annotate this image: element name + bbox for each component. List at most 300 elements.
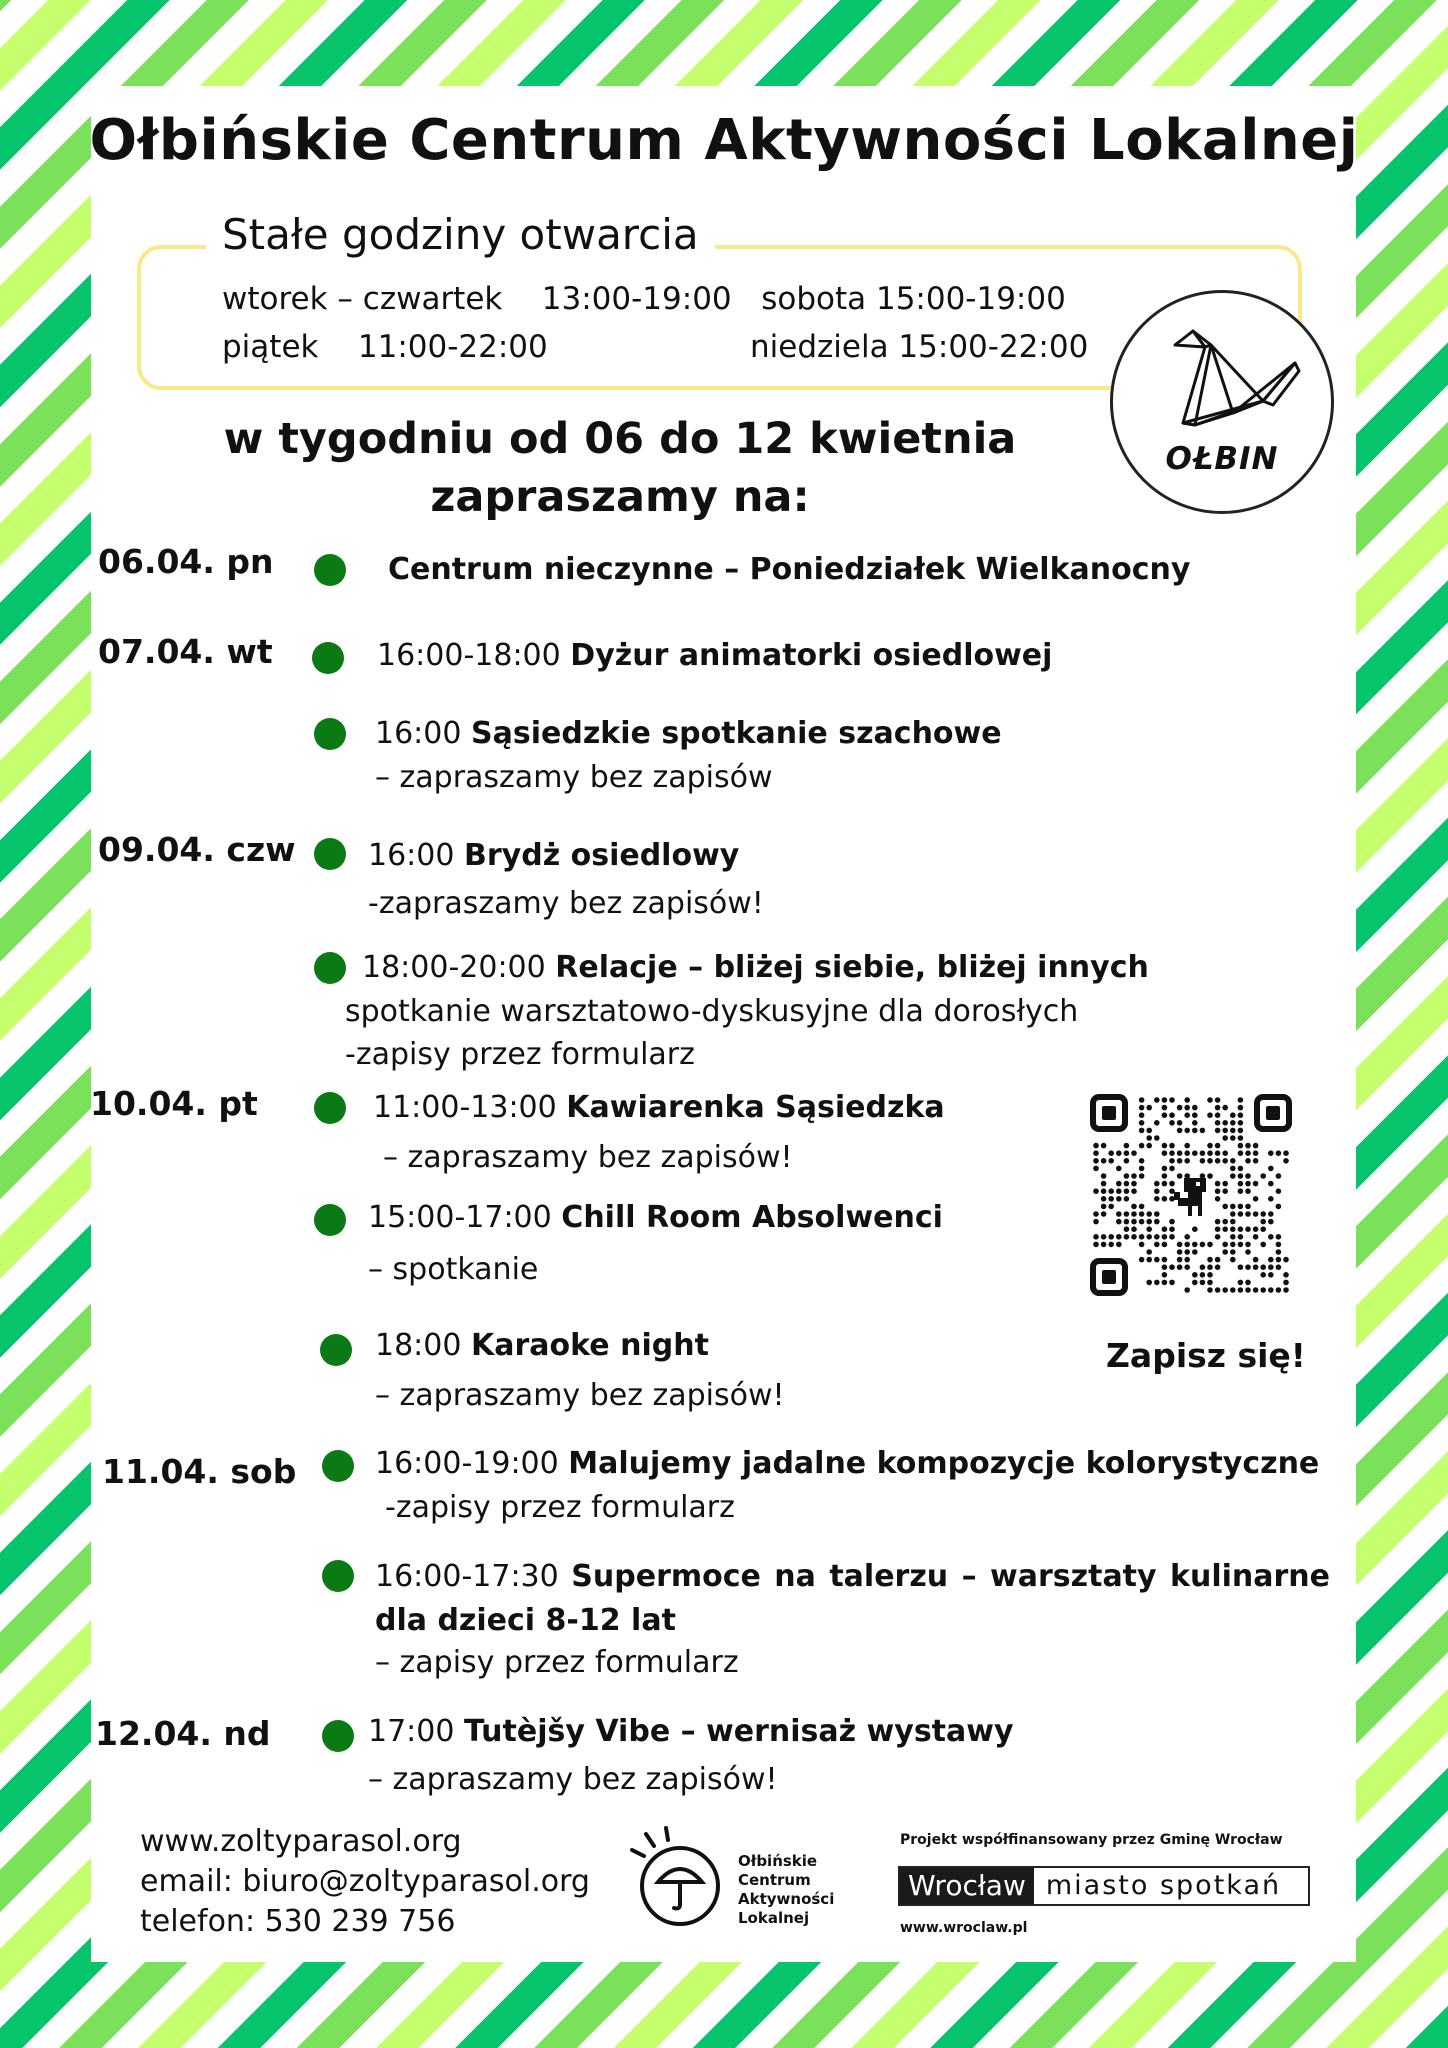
qr-module xyxy=(1222,1181,1228,1187)
qr-module xyxy=(1215,1234,1221,1240)
qr-module xyxy=(1093,1211,1099,1217)
qr-module xyxy=(1222,1204,1228,1210)
qr-module xyxy=(1108,1242,1114,1248)
qr-module xyxy=(1154,1120,1160,1126)
qr-module xyxy=(1169,1143,1175,1149)
qr-module xyxy=(1230,1211,1236,1217)
qr-module xyxy=(1268,1166,1274,1172)
qr-module xyxy=(1146,1211,1152,1217)
qr-module xyxy=(1268,1264,1274,1270)
event-sun-1-note: – zapraszamy bez zapisów! xyxy=(368,1762,778,1797)
qr-module xyxy=(1101,1181,1107,1187)
qr-module xyxy=(1169,1158,1175,1164)
qr-module xyxy=(1169,1150,1175,1156)
qr-module xyxy=(1192,1150,1198,1156)
qr-module xyxy=(1184,1234,1190,1240)
qr-module xyxy=(1108,1234,1114,1240)
opening-hours-line-2-right: niedziela 15:00-22:00 xyxy=(750,329,1089,365)
qr-module xyxy=(1276,1287,1282,1293)
qr-module xyxy=(1268,1150,1274,1156)
qr-module xyxy=(1184,1287,1190,1293)
qr-module xyxy=(1253,1181,1259,1187)
qr-module xyxy=(1146,1280,1152,1286)
event-fri-1-note: – zapraszamy bez zapisów! xyxy=(383,1140,793,1175)
qr-module xyxy=(1101,1143,1107,1149)
qr-module xyxy=(1154,1242,1160,1248)
qr-module xyxy=(1200,1242,1206,1248)
qr-module xyxy=(1283,1280,1289,1286)
qr-module xyxy=(1253,1196,1259,1202)
qr-module xyxy=(1101,1242,1107,1248)
qr-module xyxy=(1162,1264,1168,1270)
footer-website[interactable]: www.zoltyparasol.org xyxy=(140,1824,462,1859)
qr-module xyxy=(1146,1135,1152,1141)
qr-module xyxy=(1245,1173,1251,1179)
qr-module xyxy=(1184,1143,1190,1149)
qr-module xyxy=(1230,1173,1236,1179)
origami-swan-icon xyxy=(1113,293,1337,443)
qr-module xyxy=(1162,1173,1168,1179)
qr-module xyxy=(1131,1150,1137,1156)
qr-module xyxy=(1169,1196,1175,1202)
qr-module xyxy=(1162,1181,1168,1187)
qr-module xyxy=(1207,1143,1213,1149)
qr-module xyxy=(1276,1264,1282,1270)
opening-hours-line-2-left: piątek 11:00-22:00 xyxy=(222,329,548,365)
qr-module xyxy=(1276,1249,1282,1255)
qr-module xyxy=(1169,1226,1175,1232)
qr-module xyxy=(1192,1249,1198,1255)
qr-module xyxy=(1093,1234,1099,1240)
qr-module xyxy=(1200,1280,1206,1286)
qr-module xyxy=(1101,1234,1107,1240)
qr-module xyxy=(1222,1158,1228,1164)
qr-module xyxy=(1253,1226,1259,1232)
qr-module xyxy=(1238,1128,1244,1134)
qr-module xyxy=(1238,1287,1244,1293)
qr-module xyxy=(1238,1242,1244,1248)
qr-module xyxy=(1162,1280,1168,1286)
qr-module xyxy=(1222,1120,1228,1126)
qr-module xyxy=(1093,1188,1099,1194)
qr-module xyxy=(1177,1150,1183,1156)
event-thu-2-note-1: spotkanie warsztatowo-dyskusyjne dla dorosłych xyxy=(345,994,1079,1029)
qr-module xyxy=(1283,1257,1289,1263)
qr-module xyxy=(1177,1158,1183,1164)
qr-module xyxy=(1200,1128,1206,1134)
qr-module xyxy=(1215,1105,1221,1111)
qr-module xyxy=(1230,1112,1236,1118)
qr-module xyxy=(1238,1150,1244,1156)
qr-module xyxy=(1139,1204,1145,1210)
qr-module xyxy=(1260,1219,1266,1225)
qr-module xyxy=(1154,1196,1160,1202)
qr-module xyxy=(1162,1143,1168,1149)
bullet-dot xyxy=(314,1092,346,1124)
qr-module xyxy=(1222,1135,1228,1141)
opening-hours-line-1: wtorek – czwartek 13:00-19:00 sobota 15:00-19:00 xyxy=(222,281,1066,317)
qr-module xyxy=(1268,1234,1274,1240)
qr-module xyxy=(1260,1272,1266,1278)
qr-module xyxy=(1124,1150,1130,1156)
qr-module xyxy=(1207,1158,1213,1164)
qr-module xyxy=(1093,1219,1099,1225)
qr-module xyxy=(1192,1226,1198,1232)
qr-module xyxy=(1146,1219,1152,1225)
footer-org-line: Centrum xyxy=(738,1871,811,1889)
qr-module xyxy=(1169,1166,1175,1172)
event-title: Kawiarenka Sąsiedzka xyxy=(566,1090,945,1125)
qr-module xyxy=(1154,1181,1160,1187)
qr-module xyxy=(1222,1188,1228,1194)
qr-module xyxy=(1260,1173,1266,1179)
week-heading-line-1: w tygodniu od 06 do 12 kwietnia xyxy=(223,414,1017,464)
qr-module xyxy=(1260,1264,1266,1270)
event-time: 18:00-20:00 xyxy=(362,950,546,985)
week-heading xyxy=(200,410,1040,526)
qr-module xyxy=(1238,1226,1244,1232)
qr-module xyxy=(1238,1264,1244,1270)
qr-module xyxy=(1215,1287,1221,1293)
qr-module xyxy=(1283,1150,1289,1156)
bullet-dot xyxy=(314,838,346,870)
qr-module xyxy=(1184,1173,1190,1179)
qr-module xyxy=(1139,1257,1145,1263)
qr-module xyxy=(1108,1150,1114,1156)
qr-module xyxy=(1116,1234,1122,1240)
qr-module xyxy=(1238,1234,1244,1240)
qr-module xyxy=(1268,1272,1274,1278)
qr-module xyxy=(1154,1188,1160,1194)
qr-module xyxy=(1116,1196,1122,1202)
week-heading-line-2: zapraszamy na: xyxy=(430,472,810,522)
qr-module xyxy=(1116,1181,1122,1187)
qr-module xyxy=(1245,1150,1251,1156)
event-time: 16:00 xyxy=(368,838,455,873)
qr-module xyxy=(1154,1280,1160,1286)
qr-module xyxy=(1131,1181,1137,1187)
footer-phone: telefon: 530 239 756 xyxy=(140,1904,456,1939)
qr-module xyxy=(1253,1234,1259,1240)
funding-note: Projekt współfinansowany przez Gminę Wrocław xyxy=(900,1832,1283,1848)
qr-module xyxy=(1139,1097,1145,1103)
qr-module xyxy=(1230,1158,1236,1164)
qr-module xyxy=(1139,1234,1145,1240)
qr-module xyxy=(1192,1105,1198,1111)
qr-module xyxy=(1245,1211,1251,1217)
olbin-logo-text: OŁBIN xyxy=(1165,441,1279,477)
qr-module xyxy=(1177,1120,1183,1126)
qr-module xyxy=(1124,1188,1130,1194)
qr-module xyxy=(1215,1112,1221,1118)
qr-module xyxy=(1154,1135,1160,1141)
qr-module xyxy=(1238,1112,1244,1118)
qr-module xyxy=(1222,1128,1228,1134)
qr-module xyxy=(1245,1287,1251,1293)
qr-module xyxy=(1146,1143,1152,1149)
qr-module xyxy=(1169,1112,1175,1118)
qr-module xyxy=(1177,1173,1183,1179)
qr-module xyxy=(1207,1150,1213,1156)
qr-module xyxy=(1276,1173,1282,1179)
event-sat-2-note: – zapisy przez formularz xyxy=(375,1645,739,1680)
day-label-sunday: 12.04. nd xyxy=(95,1714,271,1753)
qr-module xyxy=(1184,1150,1190,1156)
qr-module xyxy=(1283,1287,1289,1293)
qr-module xyxy=(1139,1211,1145,1217)
qr-module xyxy=(1101,1158,1107,1164)
event-sat-1-note: -zapisy przez formularz xyxy=(385,1490,735,1525)
qr-module xyxy=(1238,1105,1244,1111)
qr-module xyxy=(1253,1264,1259,1270)
event-fri-3-note: – zapraszamy bez zapisów! xyxy=(375,1378,785,1413)
qr-module xyxy=(1238,1173,1244,1179)
qr-module xyxy=(1230,1219,1236,1225)
event-tue-1 xyxy=(377,638,1052,673)
qr-label: Zapisz się! xyxy=(1106,1336,1306,1375)
event-title: Malujemy jadalne kompozycje kolorystyczne xyxy=(568,1446,1320,1481)
day-label-tuesday: 07.04. wt xyxy=(98,632,273,671)
qr-module xyxy=(1162,1226,1168,1232)
qr-module xyxy=(1108,1204,1114,1210)
footer-org-line: Aktywności xyxy=(738,1890,835,1908)
qr-module xyxy=(1139,1166,1145,1172)
qr-module xyxy=(1177,1249,1183,1255)
qr-module xyxy=(1207,1264,1213,1270)
qr-module xyxy=(1184,1105,1190,1111)
qr-module xyxy=(1146,1105,1152,1111)
qr-module xyxy=(1139,1158,1145,1164)
qr-module xyxy=(1124,1143,1130,1149)
qr-module xyxy=(1276,1242,1282,1248)
qr-module xyxy=(1169,1280,1175,1286)
qr-module xyxy=(1207,1242,1213,1248)
qr-module xyxy=(1238,1135,1244,1141)
qr-module xyxy=(1154,1219,1160,1225)
qr-module xyxy=(1260,1287,1266,1293)
qr-module xyxy=(1184,1242,1190,1248)
qr-module xyxy=(1192,1272,1198,1278)
event-title: Relacje – bliżej siebie, bliżej innych xyxy=(555,950,1149,985)
qr-module xyxy=(1245,1249,1251,1255)
qr-module xyxy=(1238,1211,1244,1217)
qr-module xyxy=(1245,1188,1251,1194)
qr-module xyxy=(1276,1150,1282,1156)
event-sat-1 xyxy=(375,1446,1319,1481)
qr-module xyxy=(1215,1188,1221,1194)
qr-module xyxy=(1260,1226,1266,1232)
qr-module xyxy=(1146,1257,1152,1263)
opening-hours-heading: Stałe godziny otwarcia xyxy=(206,210,715,259)
qr-module xyxy=(1283,1158,1289,1164)
footer-email[interactable]: email: biuro@zoltyparasol.org xyxy=(140,1864,590,1899)
signup-qr-code[interactable] xyxy=(1088,1092,1294,1298)
qr-module xyxy=(1154,1257,1160,1263)
qr-module xyxy=(1139,1128,1145,1134)
qr-module xyxy=(1116,1166,1122,1172)
bullet-dot xyxy=(314,718,346,750)
olbin-logo xyxy=(1110,290,1334,514)
qr-module xyxy=(1162,1105,1168,1111)
qr-module xyxy=(1124,1158,1130,1164)
qr-module xyxy=(1230,1234,1236,1240)
bullet-dot xyxy=(314,1204,346,1236)
qr-module xyxy=(1192,1280,1198,1286)
wroclaw-logo-name: Wrocław xyxy=(900,1868,1034,1904)
qr-module xyxy=(1268,1287,1274,1293)
qr-module xyxy=(1245,1158,1251,1164)
qr-module xyxy=(1222,1150,1228,1156)
bullet-dot xyxy=(314,952,346,984)
qr-module xyxy=(1230,1120,1236,1126)
wroclaw-url[interactable]: www.wroclaw.pl xyxy=(900,1920,1028,1936)
qr-module xyxy=(1215,1128,1221,1134)
qr-module xyxy=(1230,1204,1236,1210)
qr-module xyxy=(1207,1112,1213,1118)
qr-module xyxy=(1101,1188,1107,1194)
qr-module xyxy=(1139,1112,1145,1118)
qr-module xyxy=(1268,1196,1274,1202)
event-title: Karaoke night xyxy=(471,1328,709,1363)
qr-module xyxy=(1238,1181,1244,1187)
event-sun-1 xyxy=(368,1714,1014,1749)
qr-module xyxy=(1268,1219,1274,1225)
qr-module xyxy=(1222,1242,1228,1248)
qr-module xyxy=(1230,1242,1236,1248)
qr-module xyxy=(1108,1188,1114,1194)
qr-module xyxy=(1215,1120,1221,1126)
qr-module xyxy=(1124,1196,1130,1202)
qr-module xyxy=(1131,1211,1137,1217)
event-time: 15:00-17:00 xyxy=(368,1200,552,1235)
qr-module xyxy=(1131,1204,1137,1210)
qr-module xyxy=(1184,1158,1190,1164)
qr-module xyxy=(1169,1219,1175,1225)
event-title: Brydż osiedlowy xyxy=(464,838,740,873)
qr-module xyxy=(1146,1128,1152,1134)
qr-module xyxy=(1093,1150,1099,1156)
bullet-dot xyxy=(322,1720,354,1752)
event-thu-1-note: -zapraszamy bez zapisów! xyxy=(368,886,764,921)
qr-module xyxy=(1124,1219,1130,1225)
qr-module xyxy=(1245,1143,1251,1149)
qr-module xyxy=(1146,1249,1152,1255)
qr-module xyxy=(1131,1188,1137,1194)
footer-contact xyxy=(140,1822,590,1942)
qr-module xyxy=(1139,1143,1145,1149)
qr-module xyxy=(1215,1097,1221,1103)
event-time: 16:00 xyxy=(375,716,462,751)
qr-module xyxy=(1162,1257,1168,1263)
qr-module xyxy=(1162,1272,1168,1278)
qr-module xyxy=(1207,1097,1213,1103)
qr-module xyxy=(1169,1181,1175,1187)
qr-module xyxy=(1184,1257,1190,1263)
event-time: 16:00-18:00 xyxy=(377,638,561,673)
qr-module xyxy=(1215,1150,1221,1156)
qr-module xyxy=(1215,1264,1221,1270)
page-title: Ołbińskie Centrum Aktywności Lokalnej xyxy=(89,108,1359,173)
event-fri-2-note: – spotkanie xyxy=(368,1252,539,1287)
qr-module xyxy=(1101,1204,1107,1210)
qr-module xyxy=(1131,1219,1137,1225)
footer-org-line: Ołbińskie xyxy=(738,1852,818,1870)
qr-module xyxy=(1230,1135,1236,1141)
qr-module xyxy=(1184,1097,1190,1103)
event-title: Supermoce na talerzu – warsztaty kulinarne dla dzieci 8-12 lat xyxy=(375,1559,1330,1638)
qr-module xyxy=(1230,1287,1236,1293)
bullet-dot xyxy=(322,1560,354,1592)
event-thu-2 xyxy=(362,950,1149,985)
qr-module xyxy=(1116,1219,1122,1225)
qr-module xyxy=(1192,1112,1198,1118)
qr-module xyxy=(1230,1257,1236,1263)
qr-module xyxy=(1238,1166,1244,1172)
qr-module xyxy=(1146,1234,1152,1240)
qr-module xyxy=(1283,1272,1289,1278)
day-label-monday: 06.04. pn xyxy=(98,542,274,581)
event-title: Chill Room Absolwenci xyxy=(561,1200,943,1235)
qr-module xyxy=(1238,1143,1244,1149)
qr-module xyxy=(1169,1097,1175,1103)
event-mon-1-title: Centrum nieczynne – Poniedziałek Wielkanocny xyxy=(388,552,1191,587)
qr-module xyxy=(1260,1211,1266,1217)
qr-module xyxy=(1215,1196,1221,1202)
qr-module xyxy=(1177,1257,1183,1263)
bullet-dot xyxy=(322,1450,354,1482)
qr-module xyxy=(1215,1257,1221,1263)
event-fri-2 xyxy=(368,1200,943,1235)
qr-module xyxy=(1139,1120,1145,1126)
qr-module xyxy=(1245,1242,1251,1248)
qr-module xyxy=(1230,1128,1236,1134)
qr-module xyxy=(1215,1219,1221,1225)
qr-module xyxy=(1200,1158,1206,1164)
qr-module xyxy=(1131,1226,1137,1232)
qr-module xyxy=(1207,1173,1213,1179)
qr-module xyxy=(1268,1181,1274,1187)
qr-module xyxy=(1162,1242,1168,1248)
qr-module xyxy=(1260,1242,1266,1248)
qr-module xyxy=(1124,1211,1130,1217)
qr-module xyxy=(1215,1143,1221,1149)
qr-module xyxy=(1169,1120,1175,1126)
qr-module xyxy=(1101,1196,1107,1202)
qr-module xyxy=(1139,1173,1145,1179)
event-title: Dyżur animatorki osiedlowej xyxy=(570,638,1053,673)
event-sat-2 xyxy=(375,1555,1330,1643)
qr-module xyxy=(1245,1181,1251,1187)
qr-module xyxy=(1245,1204,1251,1210)
qr-module xyxy=(1238,1204,1244,1210)
qr-module xyxy=(1184,1128,1190,1134)
qr-module xyxy=(1093,1158,1099,1164)
dino-icon xyxy=(1174,1178,1206,1216)
qr-module xyxy=(1192,1128,1198,1134)
qr-module xyxy=(1253,1143,1259,1149)
event-thu-1 xyxy=(368,838,739,873)
qr-module xyxy=(1162,1150,1168,1156)
qr-module xyxy=(1238,1280,1244,1286)
qr-module xyxy=(1101,1173,1107,1179)
qr-code-pattern xyxy=(1088,1092,1294,1298)
qr-module xyxy=(1207,1287,1213,1293)
qr-module xyxy=(1108,1196,1114,1202)
qr-module xyxy=(1124,1181,1130,1187)
footer-org-logo-text xyxy=(738,1852,834,1928)
qr-module xyxy=(1207,1272,1213,1278)
wroclaw-logo-slogan: miasto spotkań xyxy=(1045,1870,1282,1901)
